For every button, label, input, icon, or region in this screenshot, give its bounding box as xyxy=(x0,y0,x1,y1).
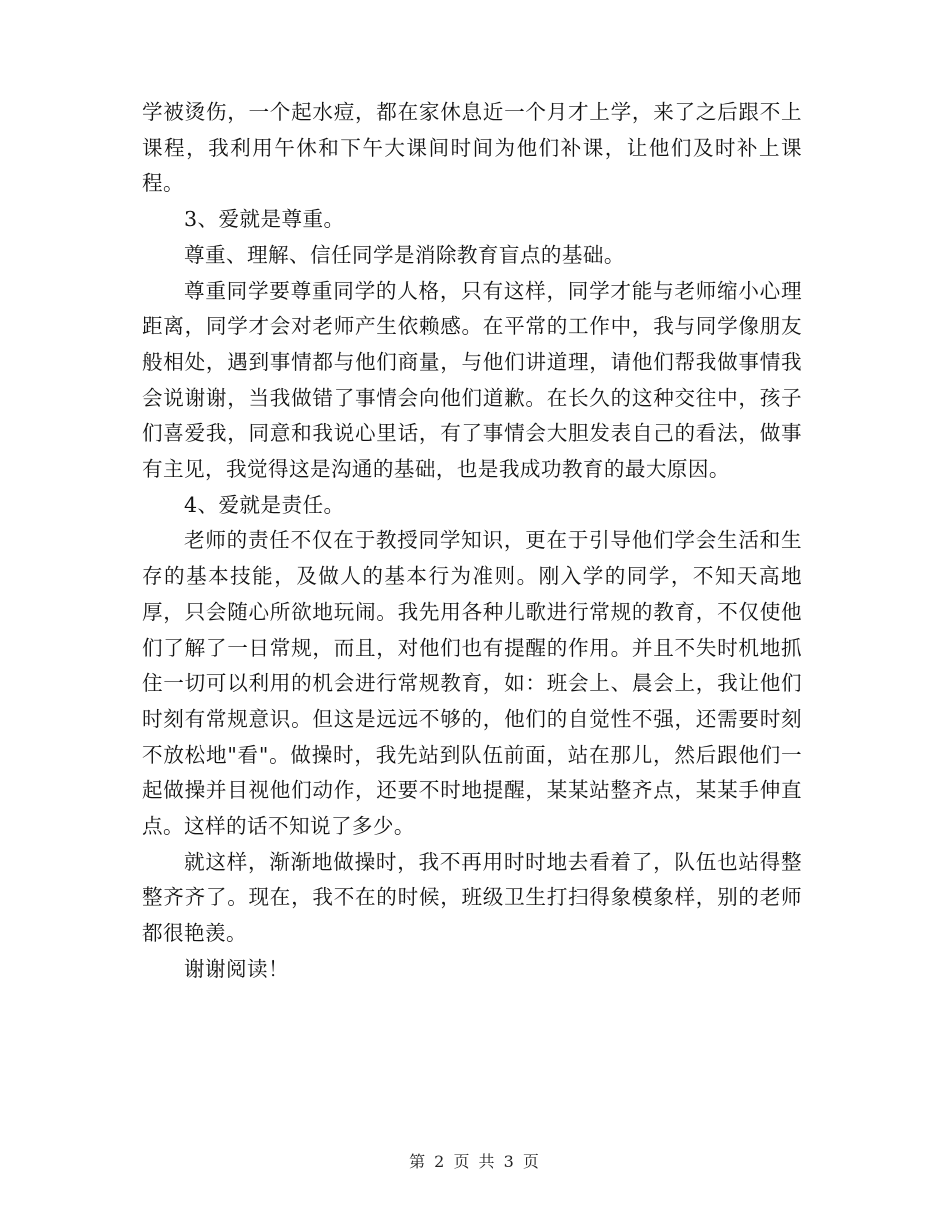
paragraph-continuation: 学被烫伤，一个起水痘，都在家休息近一个月才上学，来了之后跟不上课程，我利用午休和下午大课间时间为他们补课，让他们及时补上课程。 xyxy=(142,100,802,196)
page-number-footer: 第 2 页 共 3 页 xyxy=(409,1152,541,1171)
paragraph-respect-body: 尊重同学要尊重同学的人格，只有这样，同学才能与老师缩小心理距离，同学才会对老师产生依赖感。在平常的工作中，我与同学像朋友般相处，遇到事情都与他们商量，与他们讲道理，请他们帮我做事情我会说谢谢，当我做错了事情会向他们道歉。在长久的这种交往中，孩子们喜爱我，同意和我说心里话，有了事情会大胆发表自己的看法，做事有主见，我觉得这是沟通的基础，也是我成功教育的最大原因。 xyxy=(142,278,802,482)
document-body xyxy=(142,95,802,988)
paragraph-conclusion: 就这样，渐渐地做操时，我不再用时时地去看着了，队伍也站得整整齐齐了。现在，我不在的时候，班级卫生打扫得象模象样，别的老师都很艳羡。 xyxy=(142,849,802,946)
section-heading-responsibility: 4、爱就是责任。 xyxy=(184,492,345,517)
section-heading-respect: 3、爱就是尊重。 xyxy=(184,207,345,232)
paragraph-responsibility-body: 老师的责任不仅在于教授同学知识，更在于引导他们学会生活和生存的基本技能，及做人的基本行为准则。刚入学的同学，不知天高地厚，只会随心所欲地玩闹。我先用各种儿歌进行常规的教育，不仅使他们了解了一日常规，而且，对他们也有提醒的作用。并且不失时机地抓住一切可以利用的机会进行常规教育，如：班会上、晨会上，我让他们时刻有常规意识。但这是远远不够的，他们的自觉性不强，还需要时刻不放松地"看"。做操时，我先站到队伍前面，站在那儿，然后跟他们一起做操并目视他们动作，还要不时地提醒，某某站整齐点，某某手伸直点。这样的话不知说了多少。 xyxy=(142,528,802,839)
paragraph-respect-intro: 尊重、理解、信任同学是消除教育盲点的基础。 xyxy=(184,242,625,267)
paragraph-thanks: 谢谢阅读！ xyxy=(184,956,289,981)
